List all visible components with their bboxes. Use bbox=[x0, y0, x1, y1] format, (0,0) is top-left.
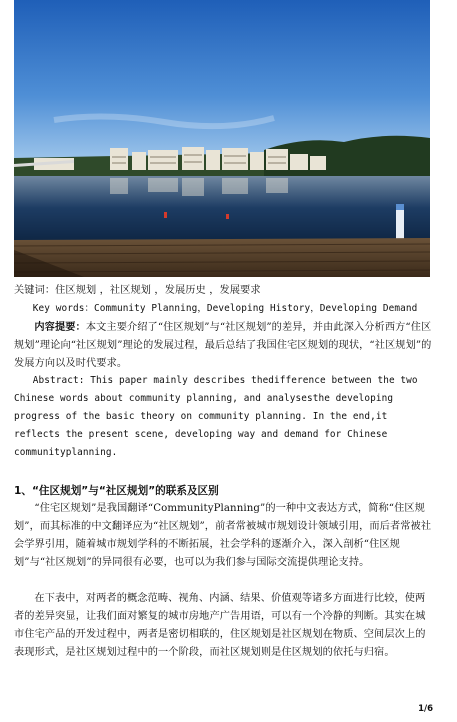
abstract-cn-body: 本文主要介绍了“住区规划”与“社区规划”的差异，并由此深入分析西方“住区规划”理论向“社区规划”理论的发展过程，最后总结了我国住宅区规划的现状，“社区规划”的发展方向以及时代要求。 bbox=[14, 322, 432, 369]
section-heading: 1、“住区规划”与“社区规划”的联系及区别 bbox=[14, 485, 219, 497]
abstract-cn-label: 内容提要： bbox=[34, 321, 86, 333]
abstract-cn bbox=[14, 318, 432, 373]
waterfront-photo bbox=[14, 0, 430, 277]
page-number: 1/6 bbox=[418, 704, 433, 714]
keywords-en: Key words：Community Planning，Developing History，Developing Demand bbox=[32, 303, 418, 314]
section1-paragraph-2: 在下表中，对两者的概念范畴、视角、内涵、结果、价值观等诸多方面进行比较，使两者的差异突显，让我们面对繁复的城市房地产广告用语，可以有一个冷静的判断。其实在城市住宅产品的开发过程中，两者是密切相联的，住区规划是社区规划在物质、空间层次上的表现形式，是社区规划过程中的一个阶段，而社区规划则是住区规划的依托与归宿。 bbox=[14, 593, 426, 658]
keywords-cn: 关键词：住区规划 ，社区规划 ，发展历史 ，发展要求 bbox=[14, 285, 261, 296]
section1-paragraph-1: “住宅区规划”是我国翻译“CommunityPlanning”的一种中文表达方式，简称“住区规划”，而其标准的中文翻译应为“社区规划”，前者常被城市规划设计领域引用，而后者常被社会学界引用，随着城市规划学科的不断拓展，社会学科的逐渐介入，深入剖析“住区规划”与“社区规划”的异同很有必要，也可以为我们参与国际交流提供理论支持。 bbox=[14, 503, 432, 568]
abstract-en: Abstract: This paper mainly describes thedifference between the two Chinese words about community planning, and analysesthe developing progress of the basic theory on community planning. In the end,it reflects the present scene, developing way and demand for Chinese communityplanning. bbox=[14, 375, 418, 458]
